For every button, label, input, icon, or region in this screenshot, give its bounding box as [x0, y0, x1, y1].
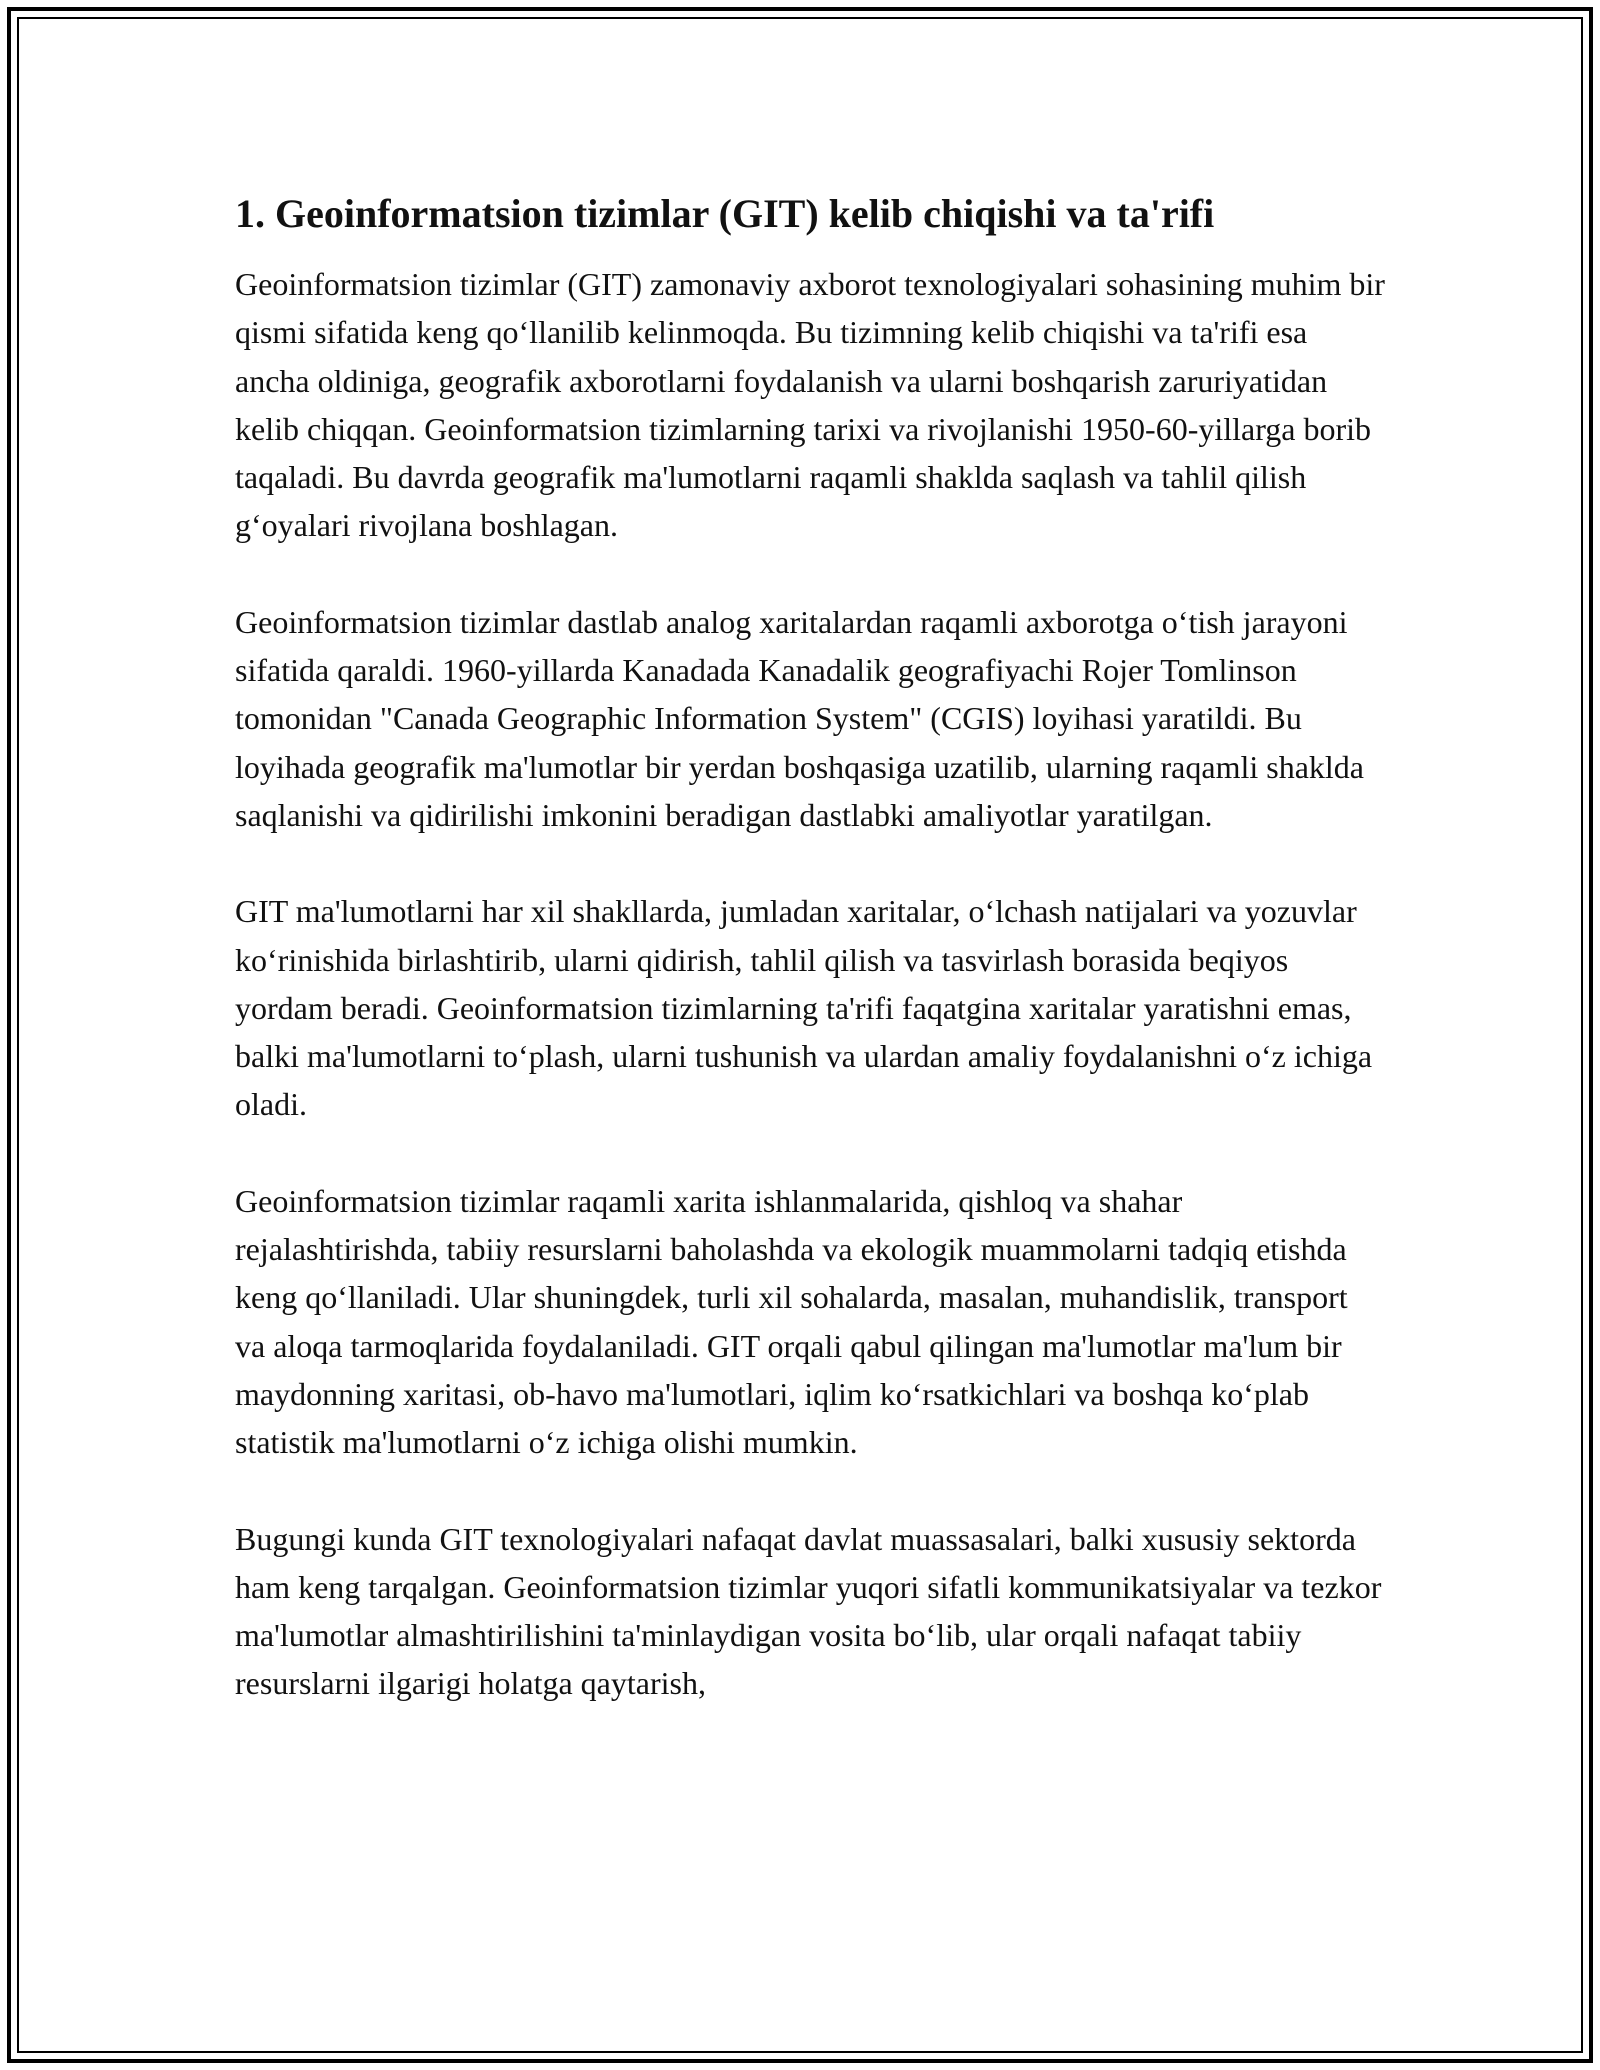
paragraph-3: GIT ma'lumotlarni har xil shakllarda, jumladan xaritalar, o‘lchash natijalari va yozuvlar ko‘rinishida birlashtirib, ularni qidirish, tahlil qilish va tasvirlash borasida beqiyos yordam beradi. Geoinformatsion tizimlarning ta'rifi faqatgina xaritalar yaratishni emas, balki ma'lumotlarni to‘plash, ularni tushunish va ulardan amaliy foydalanishni o‘z ichiga oladi. [235, 893, 1373, 1123]
document-body [235, 188, 1395, 1756]
paragraph-4: Geoinformatsion tizimlar raqamli xarita ishlanmalarida, qishloq va shahar rejalashtirishda, tabiiy resurslarni baholashda va ekologik muammolarni tadqiq etishda keng qo‘llaniladi. Ular shuningdek, turli xil sohalarda, masalan, muhandislik, transport va aloqa tarmoqlarida foydalaniladi. GIT orqali qabul qilingan ma'lumotlar ma'lum bir maydonning xaritasi, ob-havo ma'lumotlari, iqlim ko‘rsatkichlari va boshqa ko‘plab statistik ma'lumotlarni o‘z ichiga olishi mumkin. [235, 1182, 1348, 1461]
paragraph-5: Bugungi kunda GIT texnologiyalari nafaqat davlat muassasalari, balki xususiy sektorda ham keng tarqalgan. Geoinformatsion tizimlar yuqori sifatli kommunikatsiyalar va tezkor ma'lumotlar almashtirilishini ta'minlaydigan vosita bo‘lib, ular orqali nafaqat tabiiy resurslarni ilgarigi holatga qaytarish, [235, 1520, 1382, 1702]
section-title: 1. Geoinformatsion tizimlar (GIT) kelib chiqishi va ta'rifi [235, 191, 1215, 236]
paragraph-2: Geoinformatsion tizimlar dastlab analog xaritalardan raqamli axborotga o‘tish jarayoni sifatida qaraldi. 1960-yillarda Kanadada Kanadalik geografiyachi Rojer Tomlinson tomonidan "Canada Geographic Information System" (CGIS) loyihasi yaratildi. Bu loyihada geografik ma'lumotlar bir yerdan boshqasiga uzatilib, ularning raqamli shaklda saqlanishi va qidirilishi imkonini beradigan dastlabki amaliyotlar yaratilgan. [235, 603, 1364, 833]
paragraph-1: Geoinformatsion tizimlar (GIT) zamonaviy axborot texnologiyalari sohasining muhim bir qismi sifatida keng qo‘llanilib kelinmoqda. Bu tizimning kelib chiqishi va ta'rifi esa ancha oldiniga, geografik axborotlarni foydalanish va ularni boshqarish zaruriyatidan kelib chiqqan. Geoinformatsion tizimlarning tarixi va rivojlanishi 1950-60-yillarga borib taqaladi. Bu davrda geografik ma'lumotlarni raqamli shaklda saqlash va tahlil qilish g‘oyalari rivojlana boshlagan. [235, 266, 1385, 544]
